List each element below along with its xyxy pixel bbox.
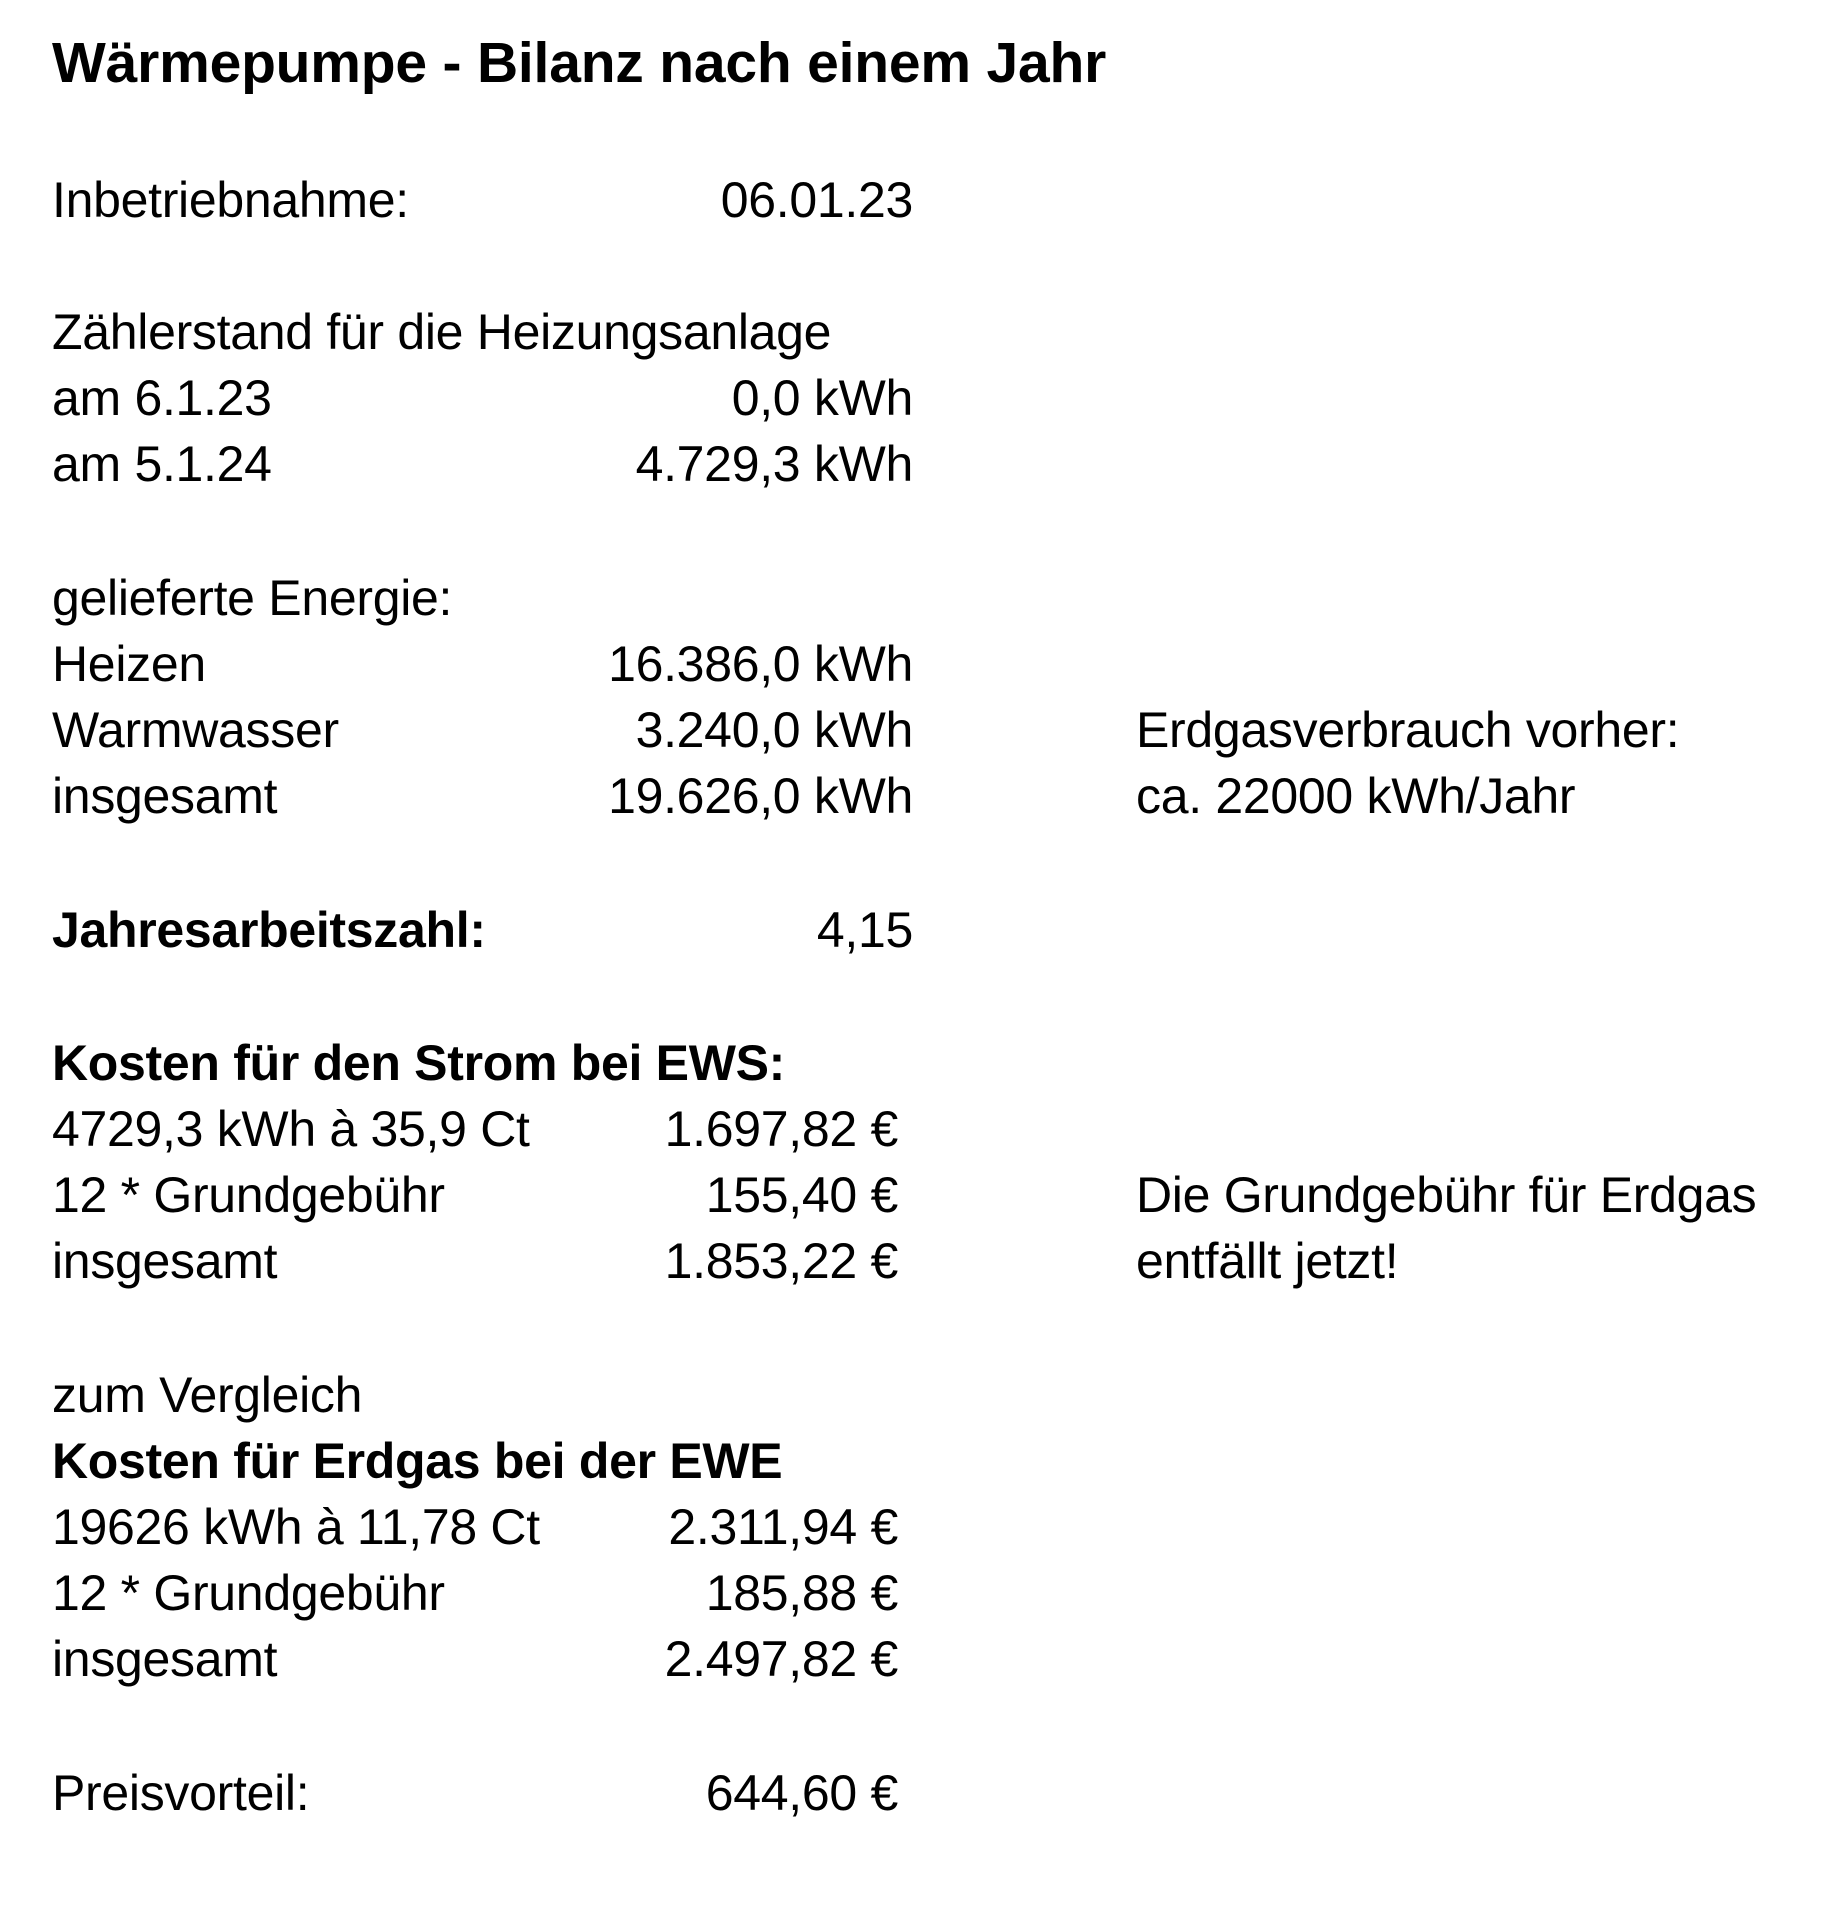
electricity-heading: Kosten für den Strom bei EWS:: [52, 1035, 785, 1091]
gas-row-value: 185,88 €: [705, 1565, 898, 1621]
advantage-label: Preisvorteil:: [52, 1765, 310, 1821]
energy-row-value: 16.386,0 kWh: [608, 636, 913, 692]
electricity-row-value: 155,40 €: [705, 1167, 898, 1223]
gas-consumption-note: ca. 22000 kWh/Jahr: [1136, 768, 1576, 824]
meter-row-label: am 6.1.23: [52, 370, 272, 426]
gas-row-label: 19626 kWh à 11,78 Ct: [52, 1499, 540, 1555]
meter-row-value: 0,0 kWh: [731, 370, 913, 426]
base-fee-note: entfällt jetzt!: [1136, 1233, 1399, 1289]
meter-row-value: 4.729,3 kWh: [635, 436, 913, 492]
energy-row-label: Warmwasser: [52, 702, 339, 758]
meter-row-label: am 5.1.24: [52, 436, 272, 492]
base-fee-note: Die Grundgebühr für Erdgas: [1136, 1167, 1757, 1223]
commissioning-label: Inbetriebnahme:: [52, 172, 409, 228]
gas-row-value: 2.497,82 €: [664, 1631, 898, 1687]
gas-row-value: 2.311,94 €: [668, 1499, 898, 1555]
meter-heading: Zählerstand für die Heizungsanlage: [52, 304, 832, 360]
electricity-row-value: 1.853,22 €: [664, 1233, 898, 1289]
comparison-intro: zum Vergleich: [52, 1367, 363, 1423]
gas-heading: Kosten für Erdgas bei der EWE: [52, 1433, 783, 1489]
page-title: Wärmepumpe - Bilanz nach einem Jahr: [52, 31, 1107, 95]
energy-heading: gelieferte Energie:: [52, 570, 453, 626]
electricity-row-value: 1.697,82 €: [664, 1101, 898, 1157]
energy-row-label: insgesamt: [52, 768, 278, 824]
gas-row-label: insgesamt: [52, 1631, 278, 1687]
jaz-label: Jahresarbeitszahl:: [52, 902, 486, 958]
electricity-row-label: insgesamt: [52, 1233, 278, 1289]
energy-row-value: 3.240,0 kWh: [635, 702, 913, 758]
commissioning-value: 06.01.23: [720, 172, 913, 228]
advantage-value: 644,60 €: [705, 1765, 898, 1821]
gas-consumption-note: Erdgasverbrauch vorher:: [1136, 702, 1680, 758]
jaz-value: 4,15: [816, 902, 913, 958]
energy-row-label: Heizen: [52, 636, 206, 692]
electricity-row-label: 4729,3 kWh à 35,9 Ct: [52, 1101, 530, 1157]
electricity-row-label: 12 * Grundgebühr: [52, 1167, 445, 1223]
gas-row-label: 12 * Grundgebühr: [52, 1565, 445, 1621]
energy-row-value: 19.626,0 kWh: [608, 768, 913, 824]
